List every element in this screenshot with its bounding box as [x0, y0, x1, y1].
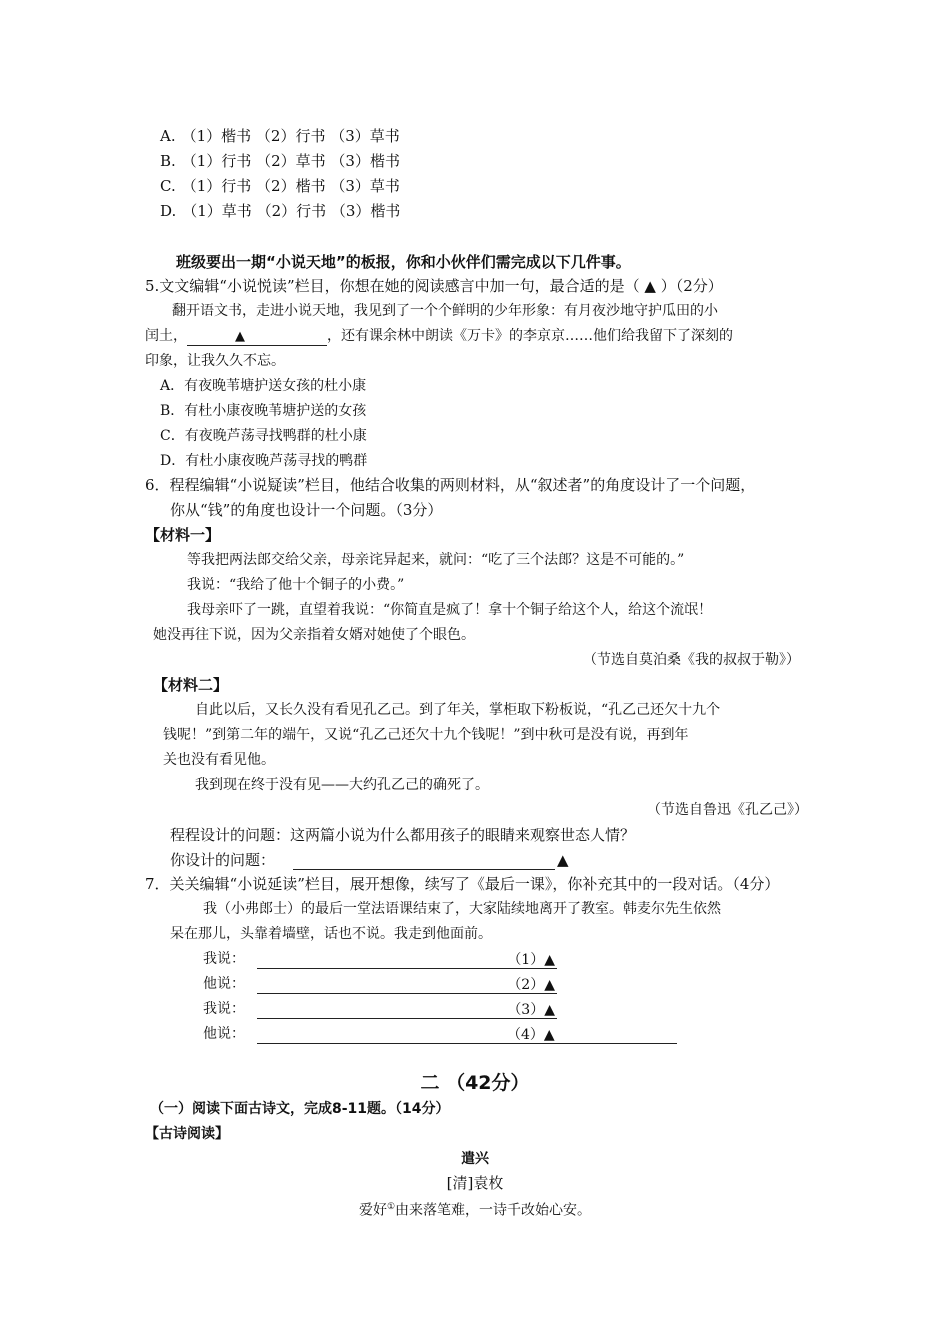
option-text: （1）草书 （2）行书 （3）楷书: [182, 202, 401, 220]
poem-line-1: [0, 1197, 950, 1221]
dialog-row: [203, 974, 557, 994]
footnote-marker: ①: [386, 1202, 396, 1212]
your-question-blank[interactable]: [293, 853, 555, 870]
q7-passage-line2: 呆在那儿，头靠着墙壁，话也不说。我走到他面前。: [170, 926, 492, 942]
your-question-row: [170, 850, 569, 870]
option-text: （1）行书 （2）楷书 （3）草书: [181, 177, 400, 195]
q5-line2-pre: 闰土，: [145, 328, 187, 344]
material-two-title: 【材料二】: [153, 676, 229, 694]
option-letter: C.: [160, 177, 176, 195]
option-letter: D.: [160, 202, 177, 220]
q5-passage-line2: [145, 326, 733, 346]
poem-text: 爱好: [358, 1202, 387, 1219]
q5-option-c: C．有夜晚芦荡寻找鸭群的杜小康: [160, 428, 367, 444]
q5-passage-line1: 翻开语文书，走进小说天地，我见到了一个个鲜明的少年形象：有月夜沙地守护瓜田的小: [172, 303, 718, 319]
option-letter: B.: [160, 152, 176, 170]
dialog-blank-3[interactable]: [257, 1002, 557, 1019]
dialog-row: [203, 1024, 677, 1044]
material-one-line: 她没再往下说，因为父亲指着女婿对她使了个眼色。: [153, 627, 475, 643]
your-question-label: 你设计的问题：: [170, 851, 276, 869]
q5-line2-post: ，还有课余林中朗读《万卡》的李京京……他们给我留下了深刻的: [327, 328, 733, 344]
dialog-row: [203, 949, 557, 969]
part-two-subtitle: （一）阅读下面古诗文，完成8-11题。（14分）: [150, 1101, 450, 1117]
cheng-question: 程程设计的问题：这两篇小说为什么都用孩子的眼睛来观察世态人情？: [170, 826, 636, 844]
q6-stem-line2: 你从“钱”的角度也设计一个问题。（3分）: [170, 501, 443, 519]
answer-mark: ▲: [557, 851, 569, 869]
material-one-line: 我母亲吓了一跳，直望着我说：“你简直是疯了！拿十个铜子给这个人，给这个流氓！: [187, 602, 713, 618]
dialog-number: （4）▲: [507, 1027, 555, 1043]
part-two-title: 二 （42分）: [420, 1072, 530, 1094]
q6-stem-line1: 6．程程编辑“小说疑读”栏目，他结合收集的两则材料，从“叙述者”的角度设计了一个问题，: [145, 476, 756, 494]
q7-passage-line1: 我（小弗郎士）的最后一堂法语课结束了，大家陆续地离开了教室。韩麦尔先生依然: [203, 901, 721, 917]
poem-title: 遣兴: [461, 1151, 489, 1167]
dialog-blank-2[interactable]: [257, 977, 557, 994]
dialog-number: （2）▲: [507, 977, 555, 993]
option-text: （1）楷书 （2）行书 （3）草书: [181, 127, 400, 145]
dialog-blank-1[interactable]: [257, 952, 557, 969]
q4-option-d: [160, 201, 406, 221]
material-one-source: （节选自莫泊桑《我的叔叔于勒》）: [583, 652, 800, 668]
dialog-number: （1）▲: [507, 952, 555, 968]
material-one-line: 等我把两法郎交给父亲，母亲诧异起来，就问：“吃了三个法郎？这是不可能的。”: [187, 552, 685, 568]
material-two-line: 钱呢！”到第二年的端午，又说“孔乙己还欠十九个钱呢！”到中秋可是没有说，再到年: [163, 727, 689, 743]
answer-mark: ▲: [235, 329, 245, 344]
material-one-title: 【材料一】: [145, 526, 221, 544]
q5-answer-blank[interactable]: [187, 329, 327, 346]
option-letter: A.: [160, 127, 176, 145]
dialog-number: （3）▲: [507, 1002, 555, 1018]
dialog-speaker: 我说：: [203, 1001, 245, 1017]
dialog-speaker: 我说：: [203, 951, 245, 967]
option-text: （1）行书 （2）草书 （3）楷书: [181, 152, 400, 170]
q5-option-b: B．有杜小康夜晚苇塘护送的女孩: [160, 403, 367, 419]
poem-author: [清]袁枚: [446, 1174, 504, 1192]
q5-stem: 5.文文编辑“小说悦读”栏目，你想在她的阅读感言中加一句，最合适的是（ ▲ ）（2分）: [145, 277, 723, 295]
material-one-line: 我说：“我给了他十个铜子的小费。”: [187, 577, 405, 593]
poem-text: 由来落笔难，一诗千改始心安。: [395, 1202, 592, 1219]
q7-stem: 7．关关编辑“小说延读”栏目，展开想像，续写了《最后一课》，你补充其中的一段对话。（4分）: [145, 875, 780, 893]
material-two-line: 我到现在终于没有见——大约孔乙己的确死了。: [195, 777, 489, 793]
dialog-speaker: 他说：: [203, 976, 245, 992]
q5-option-d: D．有杜小康夜晚芦荡寻找的鸭群: [160, 453, 368, 469]
poem-section-title: 【古诗阅读】: [145, 1126, 229, 1142]
material-two-line: 关也没有看见他。: [163, 752, 275, 768]
q4-option-c: [160, 176, 406, 196]
dialog-row: [203, 999, 557, 1019]
material-two-source: （节选自鲁迅《孔乙己》）: [647, 802, 808, 818]
dialog-blank-4[interactable]: [257, 1027, 677, 1044]
q5-passage-line3: 印象，让我久久不忘。: [145, 353, 285, 369]
q4-option-a: [160, 126, 406, 146]
q4-option-b: [160, 151, 406, 171]
q5-option-a: A．有夜晚苇塘护送女孩的杜小康: [160, 378, 367, 394]
material-two-line: 自此以后，又长久没有看见孔乙己。到了年关，掌柜取下粉板说，“孔乙己还欠十九个: [195, 702, 721, 718]
dialog-speaker: 他说：: [203, 1026, 245, 1042]
section-intro: 班级要出一期“小说天地”的板报，你和小伙伴们需完成以下几件事。: [176, 253, 631, 271]
